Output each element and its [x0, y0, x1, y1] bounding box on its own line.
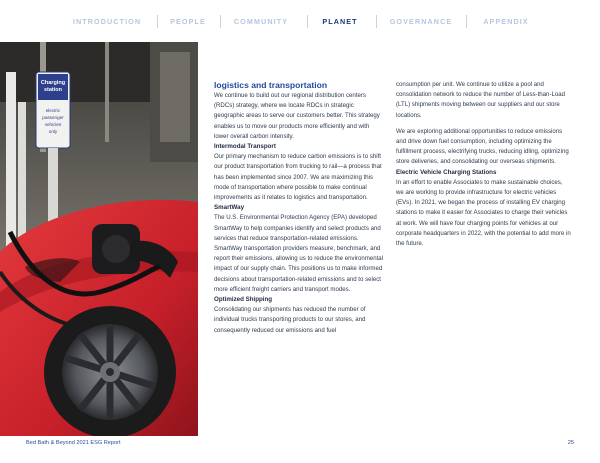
nav-tab-governance[interactable]: GOVERNANCE [389, 17, 453, 26]
left-text-column [214, 80, 384, 336]
nav-tab-appendix[interactable]: APPENDIX [483, 17, 529, 26]
smartway-heading: SmartWay [214, 204, 245, 212]
page-number: 25 [567, 440, 574, 446]
nav-divider [157, 15, 158, 28]
nav-tab-community[interactable]: COMMUNITY [233, 17, 289, 26]
ev-paragraph: In an effort to enable Associates to make sustainable choices, we are working to provide infrastructure for electric vehicles (EVs). In 2021, we began the process of installing EV charging stations to make it easier for Associates to charge their vehicles at work. We will have four charging points for vehicles at our corporate headquarters in 2022, with the potential to add more in the future. [396, 178, 571, 248]
footer-report-title: Bed Bath & Beyond 2021 ESG Report [26, 440, 121, 446]
intermodal-heading: Intermodal Transport [214, 143, 276, 151]
sign-line: vehicles [44, 122, 62, 127]
sign-line: passenger [42, 115, 64, 120]
shipping-heading: Optimized Shipping [214, 296, 273, 304]
top-navigation [0, 0, 600, 42]
opportunities-paragraph: We are exploring additional opportunities to reduce emissions and drive down fuel consumption, including optimizing the fulfillment process, electrifying trucks, reducing idling, optimizing store deliveries, and consolidating our overseas shipments. [396, 127, 569, 166]
ev-charging-photo [0, 42, 198, 436]
sign-line: only [48, 129, 58, 134]
right-text-column [396, 80, 572, 249]
nav-tab-people[interactable]: PEOPLE [170, 17, 206, 26]
shipping-paragraph: Consolidating our shipments has reduced the number of individual trucks transporting products to our stores, and consequently reduced our emissions and fuel [214, 306, 366, 334]
nav-tab-introduction[interactable]: INTRODUCTION [72, 17, 142, 26]
intro-paragraph: We continue to build out our regional distribution centers (RDCs) strategy, where we locate RDCs in strategic geographic areas to serve our customers better. This strategy enables us to move our products more efficiently and with lower overall carbon intensity. [214, 92, 380, 140]
continued-paragraph: consumption per unit. We continue to utilize a pool and consolidation network to reduce the number of Less-than-Load (LTL) shipments moving between our suppliers and our store locations. [396, 81, 566, 119]
section-heading: logistics and transportation [214, 80, 328, 90]
nav-divider [220, 15, 221, 28]
intermodal-paragraph: Our primary mechanism to reduce carbon emissions is to shift our product transportation from trucking to rail—a process that has been implemented since 2007. We are maximizing this mode of transportation where possible to make continual improvements as it relates to logistics and transportation. [214, 153, 382, 202]
ev-heading: Electric Vehicle Charging Stations [396, 168, 497, 176]
sign-line: electric [45, 108, 61, 113]
nav-divider [466, 15, 467, 28]
sign-line: station [43, 87, 63, 93]
nav-divider [376, 15, 377, 28]
nav-tab-planet[interactable]: PLANET [322, 17, 358, 26]
sign-line: Charging [40, 80, 66, 86]
ev-charging-illustration [0, 42, 198, 436]
smartway-paragraph: The U.S. Environmental Protection Agency (EPA) developed SmartWay to help companies identify and select products and services that reduce transportation-related emissions. SmartWay transportation providers measure, benchmark, and report their emissions, allowing us to reduce the environmental impact of our supply chain. This positions us to make informed decisions about transportation-related emissions and to select more efficient freight carriers and transport modes. [214, 214, 384, 293]
nav-divider [307, 15, 308, 28]
